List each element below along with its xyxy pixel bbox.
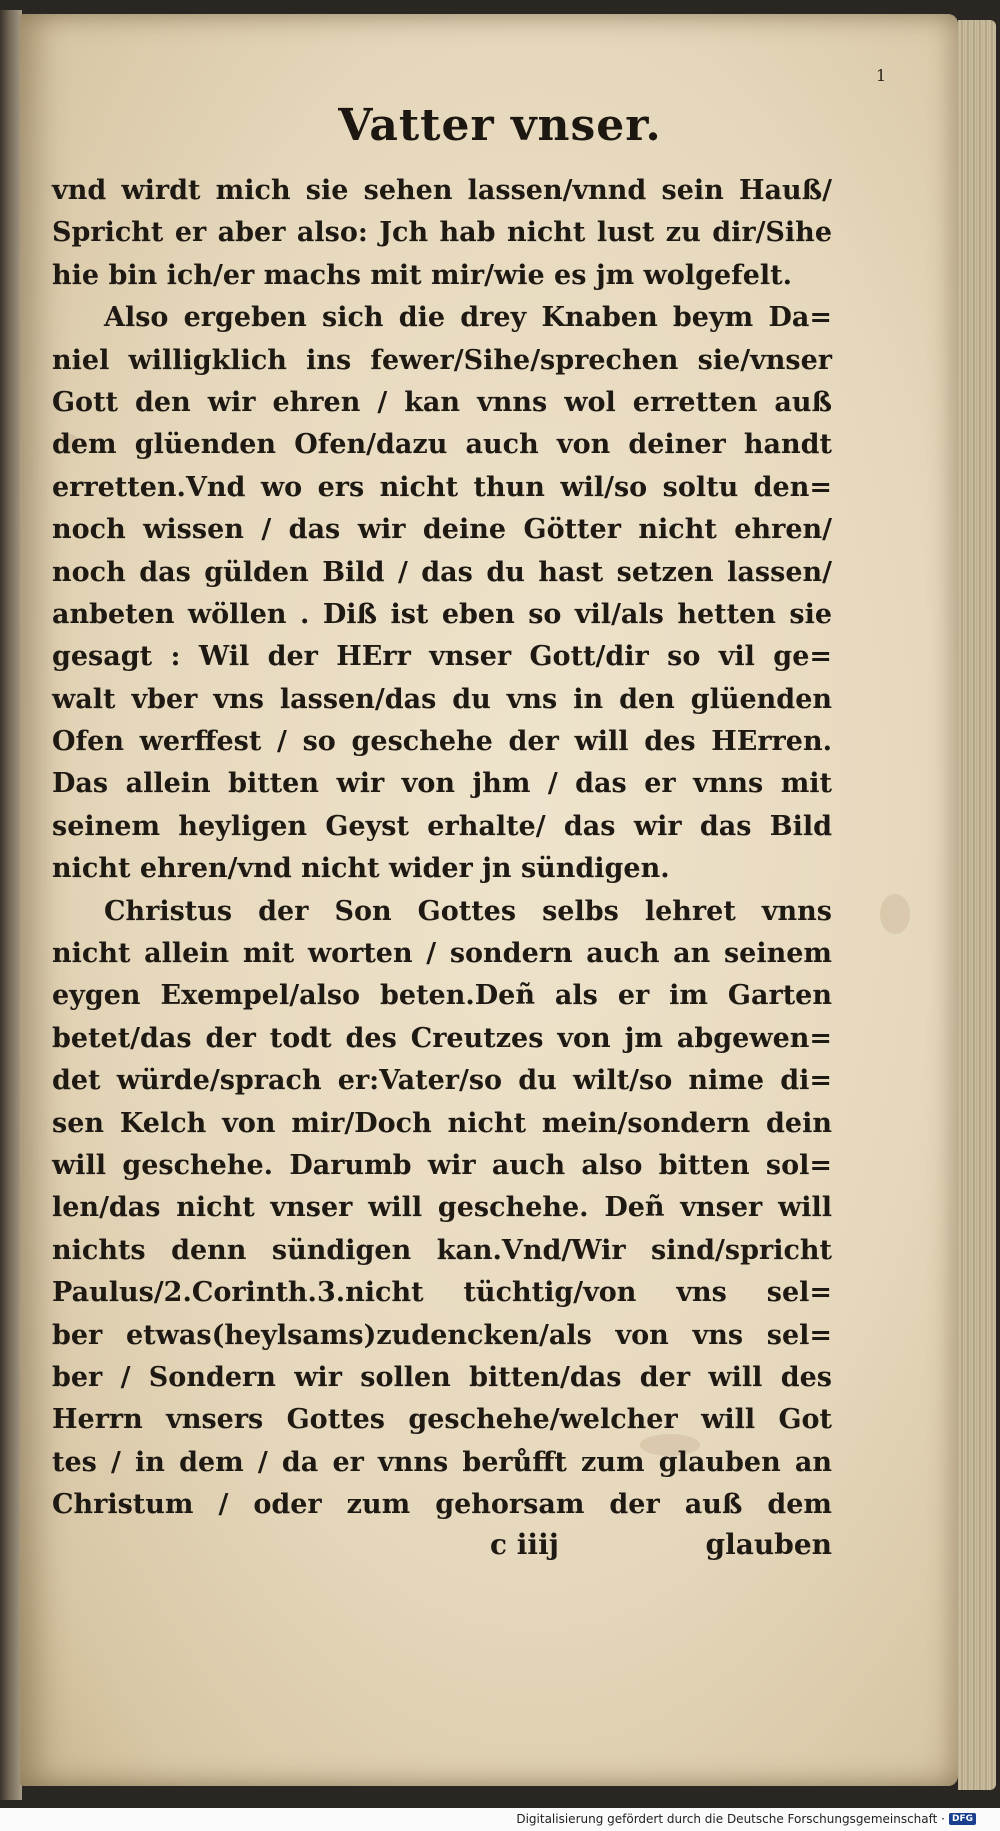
- text-line: anbeten wöllen . Diß ist eben so vil/als hetten sie: [52, 598, 832, 630]
- text-line: erretten.Vnd wo ers nicht thun wil/so soltu den=: [52, 471, 832, 503]
- text-line: hie bin ich/er machs mit mir/wie es jm wolgefelt.: [52, 259, 793, 291]
- running-head: Vatter vnser.: [338, 100, 662, 151]
- text-line: gesagt : Wil der HErr vnser Gott/dir so vil ge=: [52, 641, 832, 673]
- text-line: sen Kelch von mir/Doch nicht mein/sondern dein: [52, 1107, 832, 1139]
- text-line: Das allein bitten wir von jhm / das er vnns mit: [52, 768, 832, 800]
- text-line: nicht ehren/vnd nicht wider jn sündigen.: [52, 853, 670, 885]
- credit-text: Digitalisierung gefördert durch die Deutsche Forschungsgemeinschaft ·: [516, 1812, 945, 1826]
- catchword: glauben: [705, 1528, 832, 1561]
- text-line: Spricht er aber also: Jch hab nicht lust zu dir/Sihe: [52, 217, 832, 249]
- digitization-credit: [516, 1812, 976, 1826]
- folio-number: 1: [876, 66, 887, 85]
- text-line: Christus der Son Gottes selbs lehret vnns: [104, 895, 832, 927]
- text-line: tes / in dem / da er vnns berůfft zum glauben an: [52, 1446, 832, 1478]
- signature-mark: c iiij: [490, 1528, 559, 1561]
- text-line: noch das gülden Bild / das du hast setzen lassen/: [52, 556, 832, 588]
- text-line: ber / Sondern wir sollen bitten/das der will des: [52, 1361, 832, 1393]
- text-line: vnd wirdt mich sie sehen lassen/vnnd sein Hauß/: [52, 175, 832, 206]
- text-line: nichts denn sündigen kan.Vnd/Wir sind/spricht: [52, 1234, 832, 1266]
- text-line: nicht allein mit worten / sondern auch an seinem: [52, 938, 832, 970]
- text-line: det würde/sprach er:Vater/so du wilt/so nime di=: [52, 1065, 832, 1097]
- body-text: [52, 170, 832, 1527]
- text-line: seinem heyligen Geyst erhalte/ das wir das Bild: [52, 810, 832, 842]
- text-line: Paulus/2.Corinth.3.nicht tüchtig/von vns sel=: [52, 1277, 832, 1309]
- text-line: niel willigklich ins fewer/Sihe/sprechen sie/vnser: [52, 344, 832, 376]
- text-line: betet/das der todt des Creutzes von jm abgewen=: [52, 1022, 832, 1054]
- text-line: Ofen werffest / so geschehe der will des HErren.: [52, 726, 832, 758]
- text-line: Herrn vnsers Gottes geschehe/welcher will Got: [52, 1404, 832, 1436]
- text-line: ber etwas(heylsams)zudencken/als von vns sel=: [52, 1319, 832, 1351]
- text-line: walt vber vns lassen/das du vns in den glüenden: [52, 683, 832, 715]
- text-line: will geschehe. Darumb wir auch also bitten sol=: [52, 1149, 832, 1181]
- text-line: noch wissen / das wir deine Götter nicht ehren/: [52, 514, 832, 546]
- dfg-logo: DFG: [949, 1813, 976, 1825]
- text-line: eygen Exempel/also beten.Deñ als er im Garten: [52, 980, 832, 1012]
- page-edges: [958, 20, 996, 1790]
- text-line: Christum / oder zum gehorsam der auß dem: [52, 1489, 832, 1521]
- text-line: dem glüenden Ofen/dazu auch von deiner handt: [52, 429, 832, 461]
- paper-stain: [880, 894, 910, 934]
- text-line: Gott den wir ehren / kan vnns wol erretten auß: [52, 386, 832, 418]
- text-line: Also ergeben sich die drey Knaben beym Da=: [104, 302, 832, 334]
- text-line: len/das nicht vnser will geschehe. Deñ vnser will: [52, 1192, 832, 1224]
- book-spine-edge: [0, 10, 22, 1800]
- catchword-line: [490, 1528, 832, 1561]
